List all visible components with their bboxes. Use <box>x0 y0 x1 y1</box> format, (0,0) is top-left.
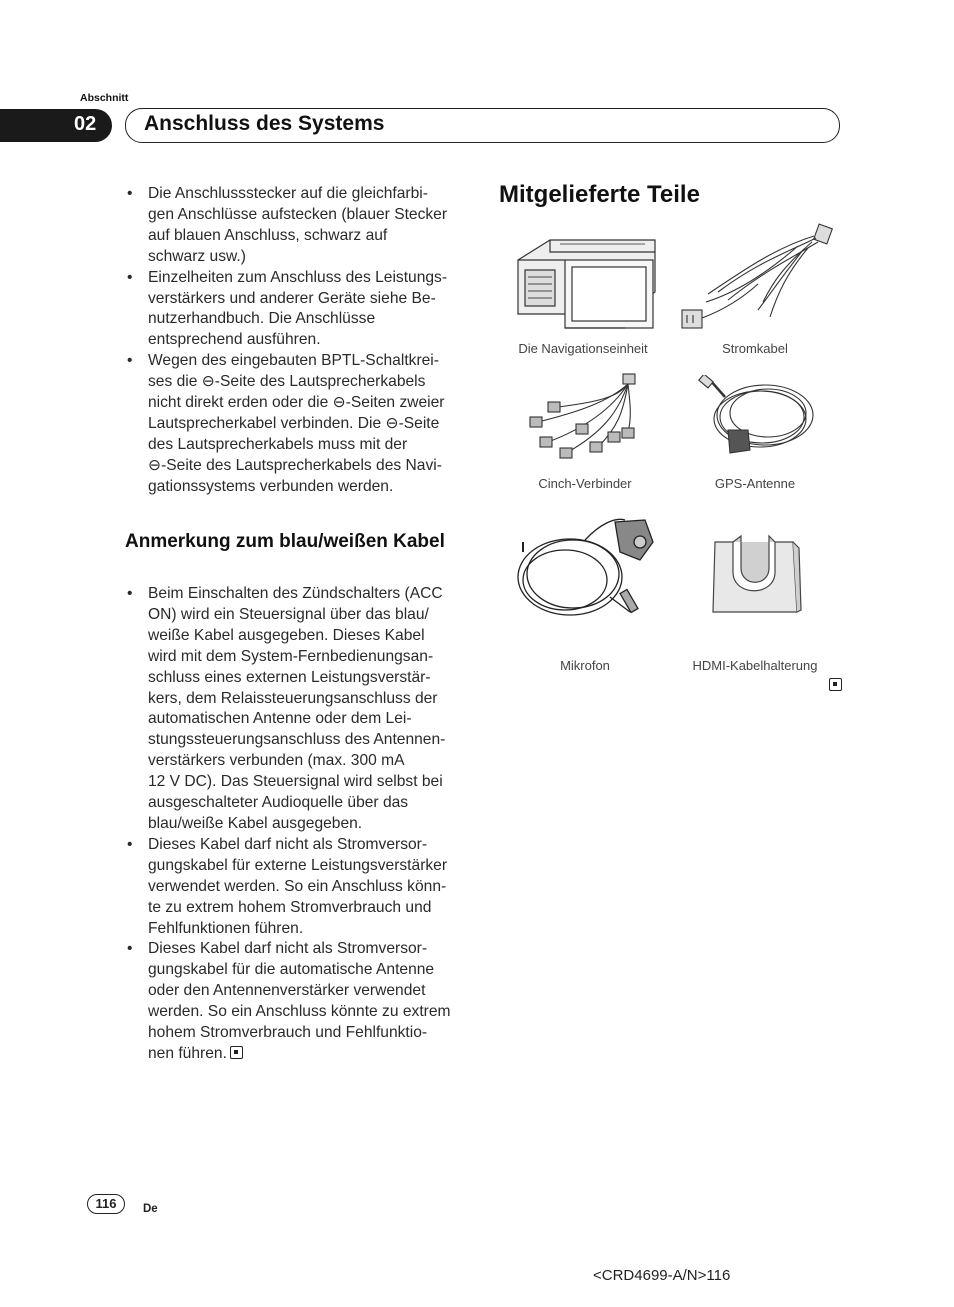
hdmi-holder-illustration <box>705 532 805 622</box>
list-item-text: Dieses Kabel darf nicht als Stromversor- gungskabel für die automatische Antenne oder den Antennenverstärker verwendet werden. So ein Anschluss könnte zu extrem hohem Stromverbrauch und Fehlfunktio- nen führen. <box>148 940 451 1062</box>
list-item-text: Wegen des eingebauten BPTL-Schaltkrei- ses die ⊖-Seite des Lautsprecherkabels nicht direkt erden oder die ⊖-Seiten zweier Lautsprecherkabel verbinden. Die ⊖-Seite des Lautsprecherkabels muss mit der ⊖-Seite des Lautsprecherkabels des Navi- gationssystems verbunden werden. <box>148 352 445 495</box>
chapter-title: Anschluss des Systems <box>144 112 385 135</box>
chapter-number: 02 <box>74 113 97 135</box>
power-cable-illustration <box>678 222 838 332</box>
list-item-text: Einzelheiten zum Anschluss des Leistungs- verstärkers und anderer Geräte siehe Be- nutzerhandbuch. Die Anschlüsse entsprechend ausführen. <box>148 268 448 349</box>
list-item-text: Beim Einschalten des Zündschalters (ACC ON) wird ein Steuersignal über das blau/ weiße Kabel ausgegeben. Dieses Kabel wird mit dem System-Fernbedienungsan- schluss eines externen Leistungsverstär- kers, dem Relaissteuerungsanschluss der automatischen Antenne oder dem Lei- stungssteuerungsanschluss des Antennen- verstärkers verbunden (max. 300 mA 12 V DC). Das Steuersignal wird selbst bei ausgeschalteter Audioquelle über das blau/weiße Kabel ausgegeben. <box>148 585 446 832</box>
part-label: Cinch-Verbinder <box>538 476 632 491</box>
list-item-text: Die Anschlussstecker auf die gleichfarbi- gen Anschlüsse aufstecken (blauer Stecker auf blauen Anschluss, schwarz auf schwarz usw.) <box>148 185 448 265</box>
list-item <box>125 939 470 1064</box>
end-mark-icon <box>829 678 842 691</box>
microphone-illustration <box>515 512 660 622</box>
rca-connector-illustration <box>518 372 653 467</box>
list-item <box>125 184 470 268</box>
list-item <box>125 268 470 352</box>
gps-antenna-illustration <box>690 375 820 465</box>
part-label: Mikrofon <box>560 658 610 673</box>
list-item-text: Dieses Kabel darf nicht als Stromversor- gungskabel für externe Leistungsverstärker verwendet werden. So ein Anschluss könn- te zu extrem hohem Stromverbrauch und Fehlfunktionen führen. <box>148 835 448 937</box>
supplied-parts-heading: Mitgelieferte Teile <box>499 181 700 208</box>
list-item <box>125 351 470 497</box>
navigation-unit-illustration <box>510 222 660 332</box>
language-code: De <box>143 1203 158 1215</box>
section-label: Abschnitt <box>80 92 129 104</box>
bullet-list-cable-notes <box>125 584 470 1065</box>
part-label: GPS-Antenne <box>714 476 796 491</box>
part-label: Die Navigationseinheit <box>518 341 648 356</box>
part-label: HDMI-Kabelhalterung <box>692 658 818 673</box>
end-mark-icon <box>230 1046 243 1059</box>
list-item <box>125 835 470 940</box>
bullet-list-connection-notes <box>125 184 470 498</box>
list-item <box>125 584 470 835</box>
page-number: 116 <box>87 1194 125 1214</box>
section-heading-blue-white-cable: Anmerkung zum blau/weißen Kabel <box>125 531 445 552</box>
document-code: <CRD4699-A/N>116 <box>593 1267 731 1284</box>
part-label: Stromkabel <box>722 341 788 356</box>
